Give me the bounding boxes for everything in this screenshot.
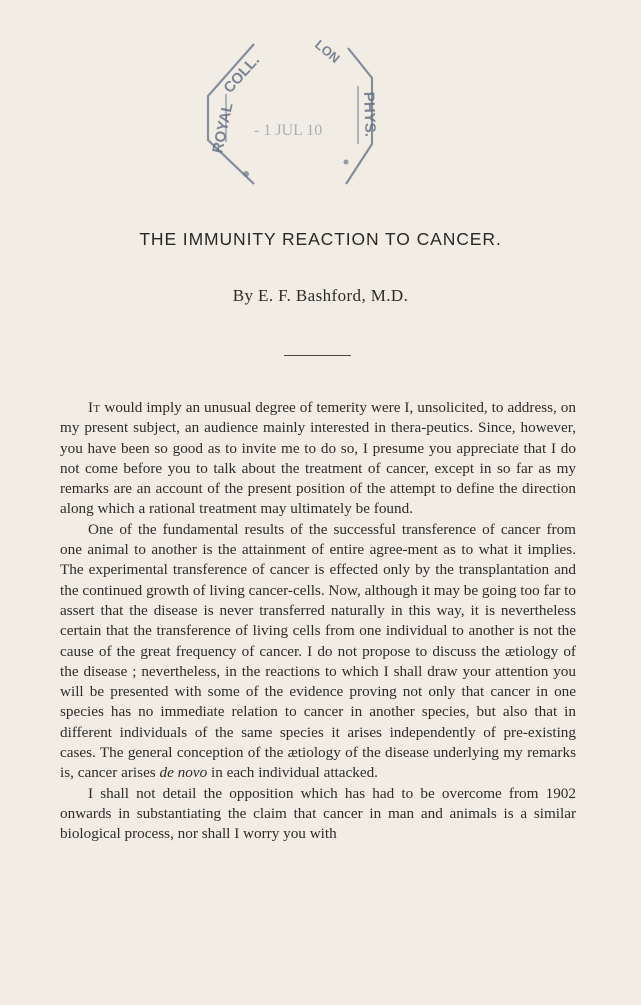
svg-text:LON: LON [312, 36, 343, 66]
paragraph-2 [60, 520, 576, 784]
svg-text:COLL.: COLL. [220, 51, 264, 97]
library-stamp [196, 34, 436, 206]
title-divider [284, 355, 351, 356]
stamp-date: - 1 JUL 10 [254, 122, 323, 139]
article-title: THE IMMUNITY REACTION TO CANCER. [139, 229, 502, 249]
paragraph-1 [60, 398, 576, 520]
svg-text:ROYAL: ROYAL [209, 101, 237, 155]
author-by: By [232, 286, 254, 305]
author-name: E. F. Bashford, M.D. [258, 286, 409, 305]
stamp-seal-icon [196, 34, 436, 206]
paragraph-2-italic: de novo [159, 764, 208, 782]
paragraph-2-end: in each individual attacked. [207, 764, 378, 782]
author-line [0, 286, 641, 306]
paragraph-1-lead: It [88, 399, 101, 416]
article-body [60, 398, 576, 845]
svg-text:PHYS.: PHYS. [360, 91, 379, 138]
paragraph-3-text: I shall not detail the opposition which has had to be overcome from 1902 onwards in substantiating the claim that cancer in man and animals is a similar biological process, nor shall I worry you with [60, 784, 576, 843]
paragraph-1-text: would imply an unusual degree of temerity were I, unsolicited, to address, on my present subject, an audience mainly interested in thera-peutics. Since, however, you have been so good as to invite me to do so, I presume you appreciate that I do not come before you to talk about the treatment of cancer, except in so far as my remarks are an account of the present position of the attempt to define the direction along which a rational treatment may ultimately be found. [60, 399, 576, 518]
paragraph-3 [60, 784, 576, 845]
paragraph-2-text: One of the fundamental results of the successful transference of cancer from one animal to another is the attainment of entire agree-ment as to what it implies. The experimental transference of cancer is effected only by the transplantation and the continued growth of living cancer-cells. Now, although it may be going too far to assert that the disease is never transferred naturally in this way, it is nevertheless certain that the transference of living cells from one individual to another is not the cause of the great frequency of cancer. I do not propose to discuss the ætiology of the disease ; nevertheless, in the reactions to which I shall draw your attention you will be presented with some of the evidence proving not only that cancer in one species has no immediate relation to cancer in another species, but also that in different individuals of the same species it arises independently of pre-existing cases. The general conception of the ætiology of the disease underlying my remarks is, cancer arises [60, 520, 576, 782]
